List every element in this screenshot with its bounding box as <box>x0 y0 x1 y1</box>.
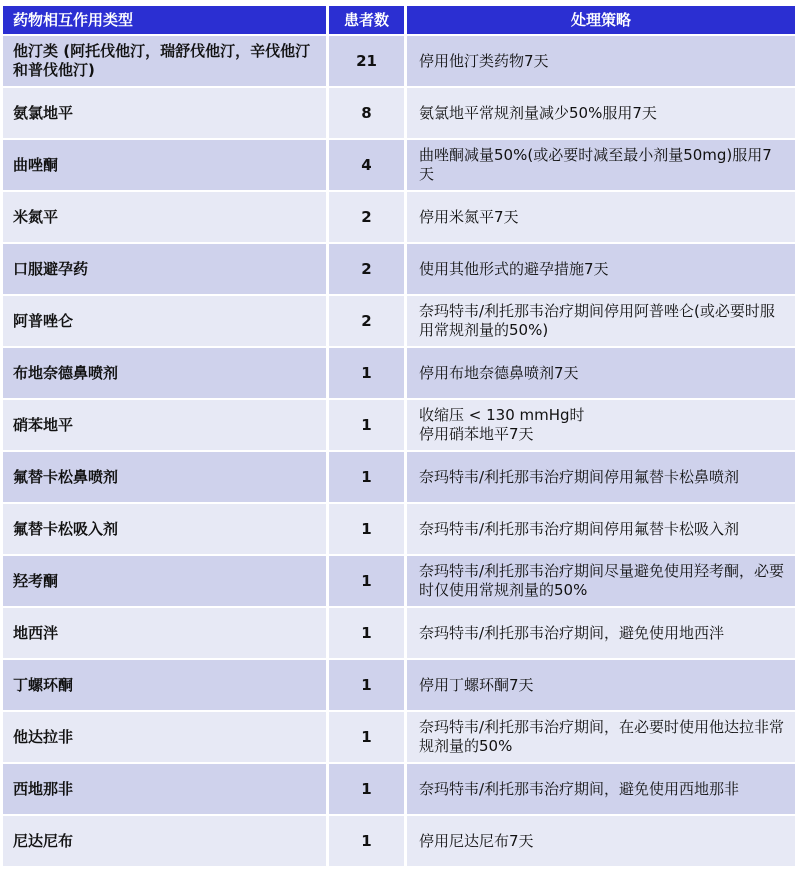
patient-count-cell: 1 <box>329 764 404 814</box>
table-row <box>3 140 795 190</box>
table-row <box>3 348 795 398</box>
drug-type-cell: 曲唑酮 <box>3 140 326 190</box>
drug-type-cell: 氟替卡松吸入剂 <box>3 504 326 554</box>
table-row <box>3 816 795 866</box>
drug-type-cell: 米氮平 <box>3 192 326 242</box>
table-row <box>3 556 795 606</box>
patient-count-cell: 2 <box>329 244 404 294</box>
strategy-cell: 奈玛特韦/利托那韦治疗期间，避免使用地西泮 <box>407 608 795 658</box>
strategy-cell: 停用尼达尼布7天 <box>407 816 795 866</box>
drug-type-cell: 氟替卡松鼻喷剂 <box>3 452 326 502</box>
drug-type-cell: 布地奈德鼻喷剂 <box>3 348 326 398</box>
header-drug-interaction-type: 药物相互作用类型 <box>3 6 326 34</box>
drug-type-cell: 阿普唑仑 <box>3 296 326 346</box>
strategy-cell: 奈玛特韦/利托那韦治疗期间停用氟替卡松吸入剂 <box>407 504 795 554</box>
strategy-cell: 曲唑酮减量50%(或必要时减至最小剂量50mg)服用7天 <box>407 140 795 190</box>
strategy-cell: 氨氯地平常规剂量减少50%服用7天 <box>407 88 795 138</box>
patient-count-cell: 1 <box>329 608 404 658</box>
strategy-cell: 停用他汀类药物7天 <box>407 36 795 86</box>
drug-type-cell: 羟考酮 <box>3 556 326 606</box>
table-body <box>3 36 795 866</box>
table-row <box>3 452 795 502</box>
patient-count-cell: 1 <box>329 400 404 450</box>
table-row <box>3 400 795 450</box>
drug-type-cell: 地西泮 <box>3 608 326 658</box>
table-row <box>3 608 795 658</box>
table-row <box>3 296 795 346</box>
strategy-cell: 收缩压 < 130 mmHg时 停用硝苯地平7天 <box>407 400 795 450</box>
drug-type-cell: 硝苯地平 <box>3 400 326 450</box>
drug-type-cell: 他汀类 (阿托伐他汀，瑞舒伐他汀，辛伐他汀和普伐他汀) <box>3 36 326 86</box>
drug-interaction-table <box>0 4 798 868</box>
strategy-cell: 奈玛特韦/利托那韦治疗期间停用氟替卡松鼻喷剂 <box>407 452 795 502</box>
table-header-row <box>3 6 795 34</box>
strategy-cell: 奈玛特韦/利托那韦治疗期间停用阿普唑仑(或必要时服用常规剂量的50%) <box>407 296 795 346</box>
drug-type-cell: 他达拉非 <box>3 712 326 762</box>
patient-count-cell: 4 <box>329 140 404 190</box>
patient-count-cell: 1 <box>329 504 404 554</box>
strategy-cell: 停用丁螺环酮7天 <box>407 660 795 710</box>
table-row <box>3 764 795 814</box>
table-row <box>3 660 795 710</box>
strategy-cell: 奈玛特韦/利托那韦治疗期间，避免使用西地那非 <box>407 764 795 814</box>
strategy-cell: 使用其他形式的避孕措施7天 <box>407 244 795 294</box>
strategy-cell: 奈玛特韦/利托那韦治疗期间尽量避免使用羟考酮，必要时仅使用常规剂量的50% <box>407 556 795 606</box>
table-row <box>3 192 795 242</box>
strategy-cell: 奈玛特韦/利托那韦治疗期间，在必要时使用他达拉非常规剂量的50% <box>407 712 795 762</box>
patient-count-cell: 21 <box>329 36 404 86</box>
strategy-cell: 停用布地奈德鼻喷剂7天 <box>407 348 795 398</box>
header-management-strategy: 处理策略 <box>407 6 795 34</box>
table-row <box>3 244 795 294</box>
patient-count-cell: 1 <box>329 660 404 710</box>
patient-count-cell: 2 <box>329 296 404 346</box>
table-row <box>3 88 795 138</box>
drug-type-cell: 尼达尼布 <box>3 816 326 866</box>
drug-type-cell: 口服避孕药 <box>3 244 326 294</box>
patient-count-cell: 2 <box>329 192 404 242</box>
patient-count-cell: 1 <box>329 712 404 762</box>
drug-type-cell: 丁螺环酮 <box>3 660 326 710</box>
patient-count-cell: 8 <box>329 88 404 138</box>
drug-type-cell: 氨氯地平 <box>3 88 326 138</box>
table-row <box>3 36 795 86</box>
patient-count-cell: 1 <box>329 452 404 502</box>
patient-count-cell: 1 <box>329 816 404 866</box>
strategy-cell: 停用米氮平7天 <box>407 192 795 242</box>
patient-count-cell: 1 <box>329 556 404 606</box>
drug-type-cell: 西地那非 <box>3 764 326 814</box>
table-row <box>3 504 795 554</box>
patient-count-cell: 1 <box>329 348 404 398</box>
header-patient-count: 患者数 <box>329 6 404 34</box>
table-row <box>3 712 795 762</box>
